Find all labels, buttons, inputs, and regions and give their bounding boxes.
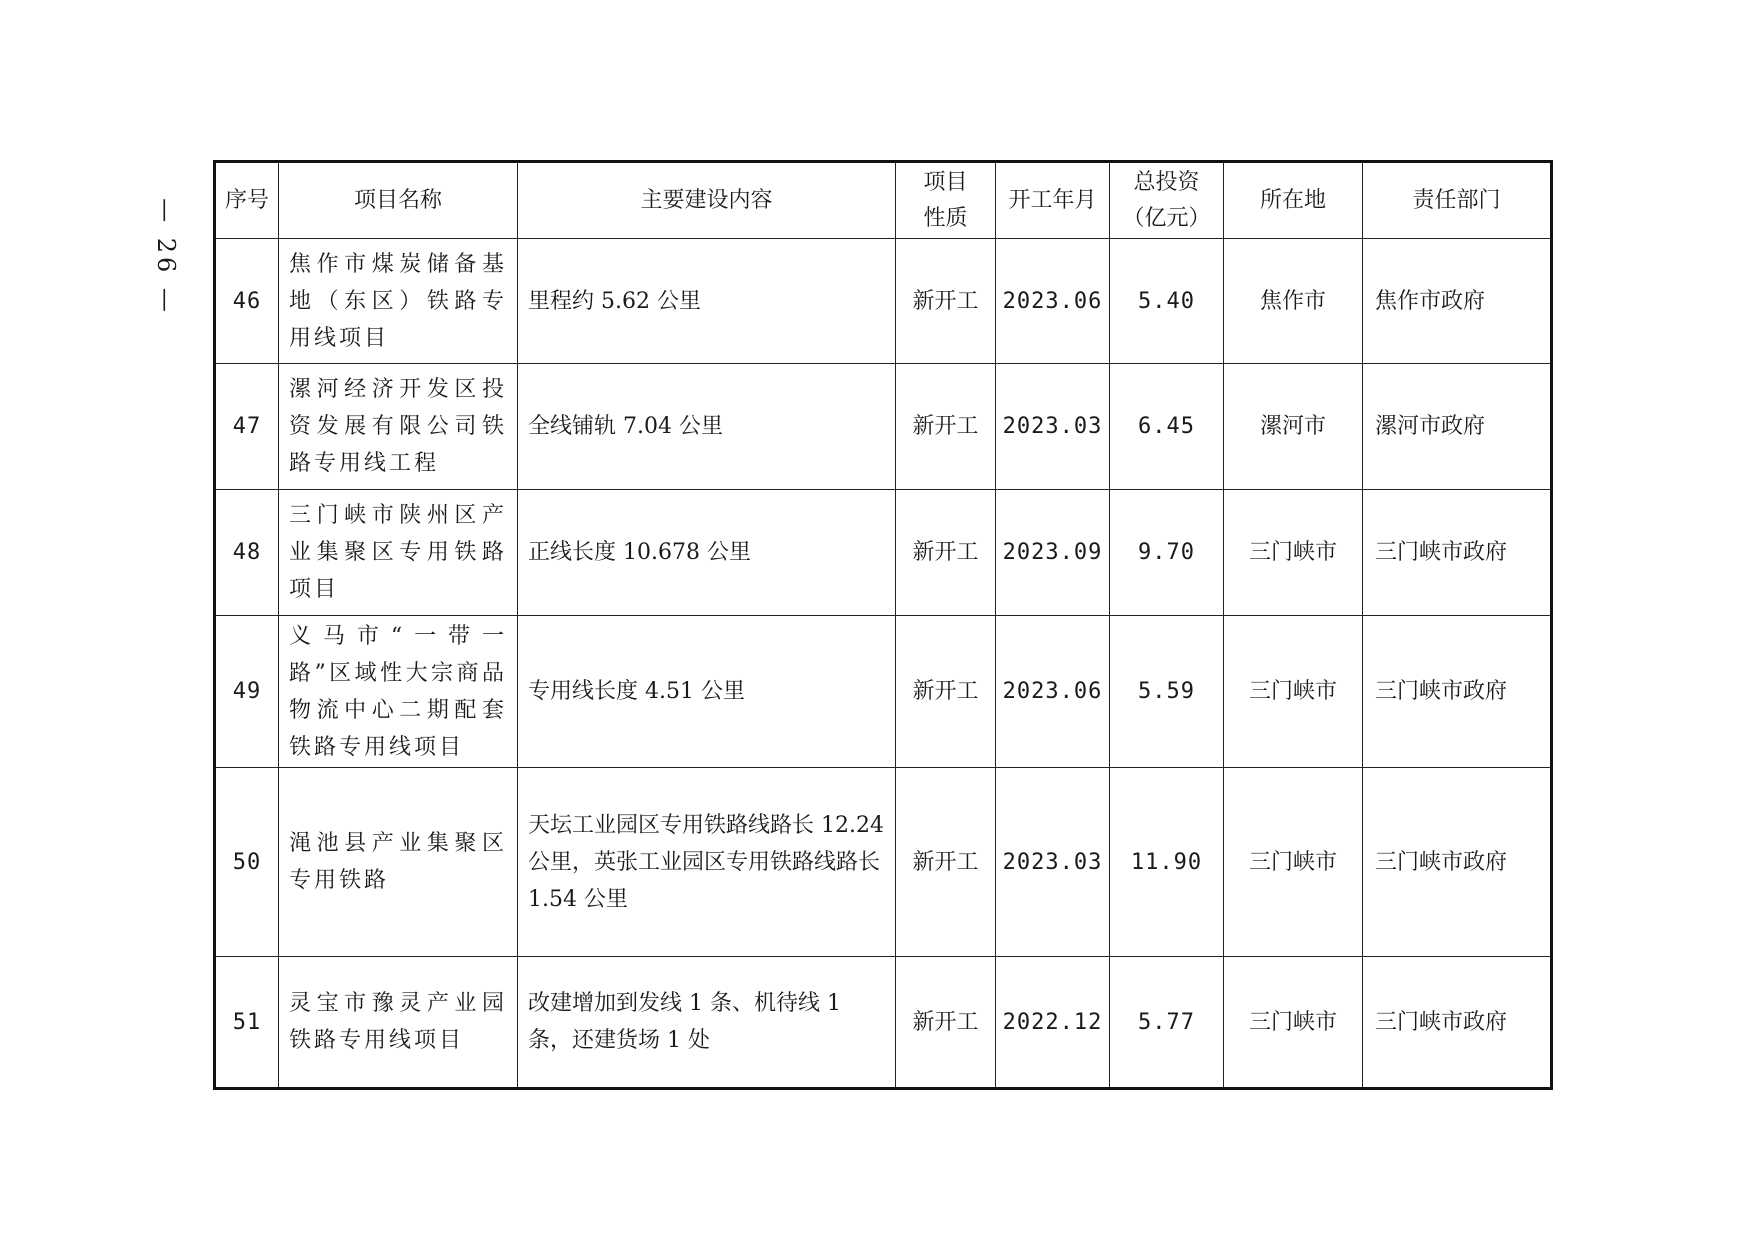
cell-nature: 新开工 (896, 364, 996, 490)
cell-location: 焦作市 (1224, 239, 1363, 364)
cell-department: 三门峡市政府 (1363, 768, 1552, 957)
cell-department: 焦作市政府 (1363, 239, 1552, 364)
table-row (215, 490, 1552, 616)
table-row (215, 957, 1552, 1089)
cell-content: 全线铺轨 7.04 公里 (518, 364, 896, 490)
cell-nature: 新开工 (896, 957, 996, 1089)
cell-no: 47 (215, 364, 279, 490)
table-row (215, 239, 1552, 364)
header-no: 序号 (215, 162, 279, 239)
cell-content: 里程约 5.62 公里 (518, 239, 896, 364)
cell-investment: 5.40 (1110, 239, 1224, 364)
cell-nature: 新开工 (896, 490, 996, 616)
cell-no: 50 (215, 768, 279, 957)
cell-date: 2022.12 (996, 957, 1110, 1089)
cell-content: 天坛工业园区专用铁路线路长 12.24 公里，英张工业园区专用铁路线路长 1.54 公里 (518, 768, 896, 957)
cell-no: 46 (215, 239, 279, 364)
cell-date: 2023.03 (996, 768, 1110, 957)
cell-investment: 9.70 (1110, 490, 1224, 616)
cell-nature: 新开工 (896, 768, 996, 957)
cell-date: 2023.06 (996, 616, 1110, 768)
table-row (215, 364, 1552, 490)
cell-department: 三门峡市政府 (1363, 957, 1552, 1089)
cell-name: 义马市“一带一路”区域性大宗商品物流中心二期配套铁路专用线项目 (279, 616, 518, 768)
header-nature: 项目 性质 (896, 162, 996, 239)
cell-investment: 6.45 (1110, 364, 1224, 490)
cell-location: 三门峡市 (1224, 490, 1363, 616)
cell-date: 2023.03 (996, 364, 1110, 490)
cell-date: 2023.06 (996, 239, 1110, 364)
cell-location: 三门峡市 (1224, 616, 1363, 768)
project-table (213, 160, 1553, 1090)
cell-investment: 11.90 (1110, 768, 1224, 957)
cell-no: 48 (215, 490, 279, 616)
cell-department: 三门峡市政府 (1363, 490, 1552, 616)
page-number-container (148, 192, 184, 322)
cell-no: 49 (215, 616, 279, 768)
cell-location: 漯河市 (1224, 364, 1363, 490)
header-department: 责任部门 (1363, 162, 1552, 239)
cell-name: 三门峡市陕州区产业集聚区专用铁路项目 (279, 490, 518, 616)
cell-investment: 5.59 (1110, 616, 1224, 768)
header-location: 所在地 (1224, 162, 1363, 239)
cell-nature: 新开工 (896, 616, 996, 768)
page-number: — 26 — (152, 198, 180, 316)
cell-department: 三门峡市政府 (1363, 616, 1552, 768)
cell-name: 灵宝市豫灵产业园铁路专用线项目 (279, 957, 518, 1089)
table-header-row (215, 162, 1552, 239)
cell-content: 专用线长度 4.51 公里 (518, 616, 896, 768)
cell-nature: 新开工 (896, 239, 996, 364)
header-investment: 总投资 （亿元） (1110, 162, 1224, 239)
cell-name: 焦作市煤炭储备基地（东区）铁路专用线项目 (279, 239, 518, 364)
cell-location: 三门峡市 (1224, 957, 1363, 1089)
table-row (215, 768, 1552, 957)
cell-name: 渑池县产业集聚区专用铁路 (279, 768, 518, 957)
cell-investment: 5.77 (1110, 957, 1224, 1089)
cell-content: 正线长度 10.678 公里 (518, 490, 896, 616)
cell-name: 漯河经济开发区投资发展有限公司铁路专用线工程 (279, 364, 518, 490)
cell-content: 改建增加到发线 1 条、机待线 1 条，还建货场 1 处 (518, 957, 896, 1089)
cell-no: 51 (215, 957, 279, 1089)
cell-location: 三门峡市 (1224, 768, 1363, 957)
cell-department: 漯河市政府 (1363, 364, 1552, 490)
cell-date: 2023.09 (996, 490, 1110, 616)
header-content: 主要建设内容 (518, 162, 896, 239)
table-row (215, 616, 1552, 768)
header-date: 开工年月 (996, 162, 1110, 239)
header-name: 项目名称 (279, 162, 518, 239)
